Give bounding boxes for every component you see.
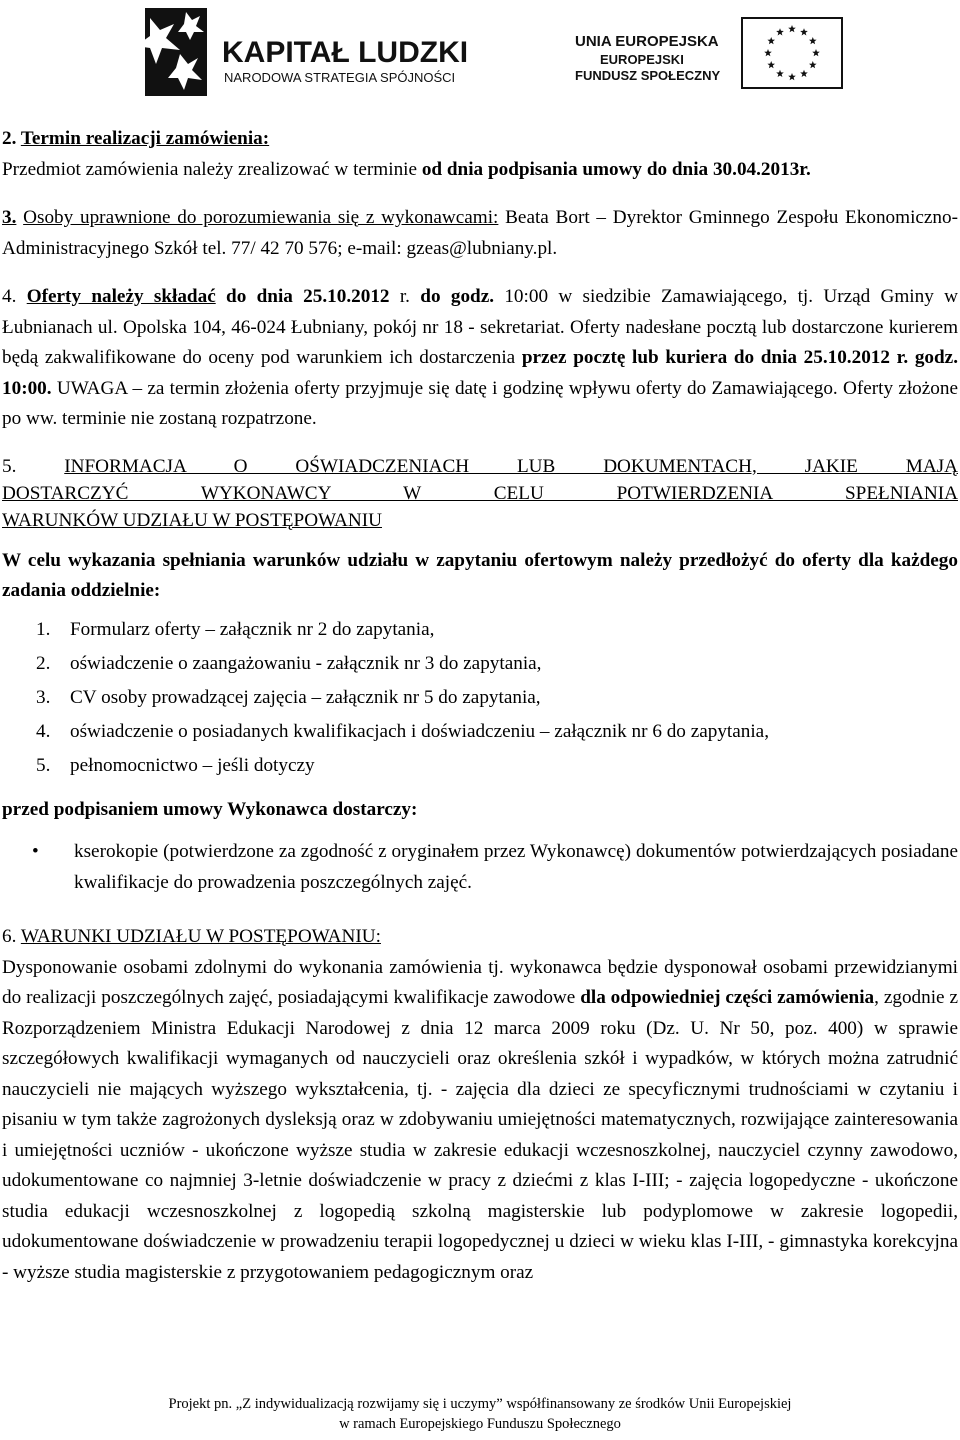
text-bold: od dnia podpisania umowy do dnia [421, 158, 709, 180]
page-header [0, 0, 960, 104]
section-number: 2. [2, 128, 17, 149]
section-title-line: INFORMACJA O OŚWIADCZENIACH LUB DOKUMENTACH, JAKIE MAJĄ [64, 455, 958, 477]
list-item-text: CV osoby prowadzącej zajęcia – załącznik nr 5 do zapytania, [70, 686, 541, 708]
list-item-number: 4. [36, 720, 51, 742]
list-item [2, 681, 958, 715]
text-bold: przez pocztę lub kuriera do dnia 25.10.2012 r. godz. 10:00. [2, 347, 958, 399]
section-3 [2, 203, 958, 264]
list-item-number: 5. [36, 754, 51, 776]
section-title: Termin realizacji zamówienia: [20, 128, 270, 149]
section-number: 6. [2, 926, 21, 947]
eu-line2: EUROPEJSKI [600, 52, 684, 67]
section-title-line: WARUNKÓW UDZIAŁU W POSTĘPOWANIU [2, 509, 382, 531]
section-number: 5. [2, 455, 17, 477]
eu-line1: UNIA EUROPEJSKA [575, 33, 719, 50]
text-span: Dysponowanie osobami zdolnymi do wykonania zamówienia tj. wykonawca będzie dysponował osobami przewidzianymi do realizacji poszczególnych zajęć, posiadającymi kwalifikacje zawodowe [2, 956, 958, 1008]
list-item-text: pełnomocnictwo – jeśli dotyczy [70, 754, 315, 776]
section-title: WARUNKI UDZIAŁU W POSTĘPOWANIU: [20, 926, 381, 947]
text-span: r. [389, 286, 421, 307]
eu-line3: FUNDUSZ SPOŁECZNY [575, 68, 721, 83]
section-title: Oferty należy składać [26, 286, 216, 307]
list-item-number: 3. [36, 686, 51, 708]
bullet-text: kserokopie (potwierdzone za zgodność z oryginałem przez Wykonawcę) dokumentów potwierdzających posiadane kwalifikacje do prowadzenia poszczególnych zajęć. [74, 841, 958, 893]
section-text: Beata Bort – Dyrektor Gminnego Zespołu Ekonomiczno-Administracyjnego Szkół tel. 77/ 42 70 576; e-mail: gzeas@lubniany.pl. [2, 207, 959, 259]
kl-subtitle: NARODOWA STRATEGIA SPÓJNOŚCI [224, 70, 456, 85]
list-item-text: oświadczenie o posiadanych kwalifikacjach i doświadczeniu – załącznik nr 6 do zapytania, [70, 720, 769, 742]
section-number: 4. [2, 286, 17, 307]
section-number: 3. [2, 207, 17, 228]
section-title-line: DOSTARCZYĆ WYKONAWCY W CELU POTWIERDZENIA SPEŁNIANIA [2, 482, 958, 504]
section-5-heading [2, 453, 958, 534]
bullet-list [2, 837, 958, 898]
text-bold: do godz. [420, 286, 495, 307]
section-4 [2, 282, 958, 435]
required-documents-list [2, 613, 958, 783]
bullet-icon: • [32, 841, 39, 862]
section-2-heading [2, 124, 958, 155]
list-item-number: 1. [36, 618, 51, 640]
text-bold: 30.04.2013r. [712, 158, 811, 180]
text-span: UWAGA – za termin złożenia oferty przyjmuje się datę i godzinę wpływu oferty do Zamawiającego. Oferty złożone po ww. terminie nie zostaną rozpatrzone. [2, 377, 958, 429]
footer-line-2: w ramach Europejskiego Funduszu Społecznego [339, 1416, 621, 1432]
eu-logo [575, 18, 842, 88]
list-item [2, 837, 958, 898]
header-logos [0, 0, 960, 104]
section-2-text [2, 155, 958, 186]
section-title: Osoby uprawnione do porozumiewania się z wykonawcami: [23, 207, 499, 228]
list-item-text: oświadczenie o zaangażowaniu - załącznik nr 3 do zapytania, [70, 652, 542, 674]
text-span: , zgodnie z Rozporządzeniem Ministra Edukacji Narodowej z dnia 12 marca 2009 roku (Dz. U. Nr 50, poz. 400) w sprawie szczegółowych kwalifikacji wymaganych od nauczycieli oraz określenia szkół i wypadków, w których można zatrudnić nauczycieli nie mających wyższego wykształcenia, tj. - zajęcia dla dzieci ze specyficznymi trudnościami w czytaniu i pisaniu w tym także zagrożonych dysleksją oraz w zdobywaniu umiejętności matematycznych, rozwijające zainteresowania i umiejętności uczniów - ukończone wyższe studia w zakresie edukacji wczesnoszkolnej, nauczyciel czynny zawodowo, udokumentowane co najmniej 3-letnie doświadczenie w pracy z dziećmi z klas I-III; - zajęcia logopedyczne - ukończone studia edukacji wczesnoszkolnej z logopedią szkolną magisterskie lub podyplomowe w zakresie logopedii, udokumentowane doświadczenie w prowadzeniu terapii logopedycznej u dzieci w wieku klas I-III, - gimnastyka korekcyjna - wyższe studia magisterskie z przygotowaniem pedagogicznym oraz [2, 987, 958, 1283]
section-5-intro: W celu wykazania spełniania warunków udziału w zapytaniu ofertowym należy przedłożyć do oferty dla każdego zadania oddzielnie: [2, 549, 958, 601]
page-footer [0, 1394, 960, 1434]
list-item [2, 715, 958, 749]
text-span: Przedmiot zamówienia należy zrealizować w terminie [2, 158, 422, 180]
text-bold: do dnia 25.10.2012 [215, 286, 390, 307]
list-item [2, 613, 958, 647]
document-body [2, 124, 958, 1288]
list-item-number: 2. [36, 652, 51, 674]
text-bold: dla odpowiedniej części zamówienia [580, 987, 875, 1008]
footer-line-1: Projekt pn. „Z indywidualizacją rozwijamy się i uczymy” współfinansowany ze środków Unii Europejskiej [168, 1396, 792, 1412]
section-6-text [2, 953, 958, 1289]
section-6-heading [2, 922, 958, 953]
before-signing-heading: przed podpisaniem umowy Wykonawca dostarczy: [2, 798, 418, 820]
kl-title: KAPITAŁ LUDZKI [222, 36, 469, 69]
kapital-ludzki-logo [136, 8, 468, 96]
list-item-text: Formularz oferty – załącznik nr 2 do zapytania, [70, 618, 435, 640]
list-item [2, 749, 958, 783]
text-span: 10:00 w siedzibie Zamawiającego, tj. Urząd Gminy w Łubnianach ul. Opolska 104, 46-024 Łubniany, pokój nr 18 - sekretariat. Oferty nadesłane pocztą lub dostarczone kurierem będą zakwalifikowane do oceny pod warunkiem ich dostarczenia [2, 286, 958, 368]
list-item [2, 647, 958, 681]
